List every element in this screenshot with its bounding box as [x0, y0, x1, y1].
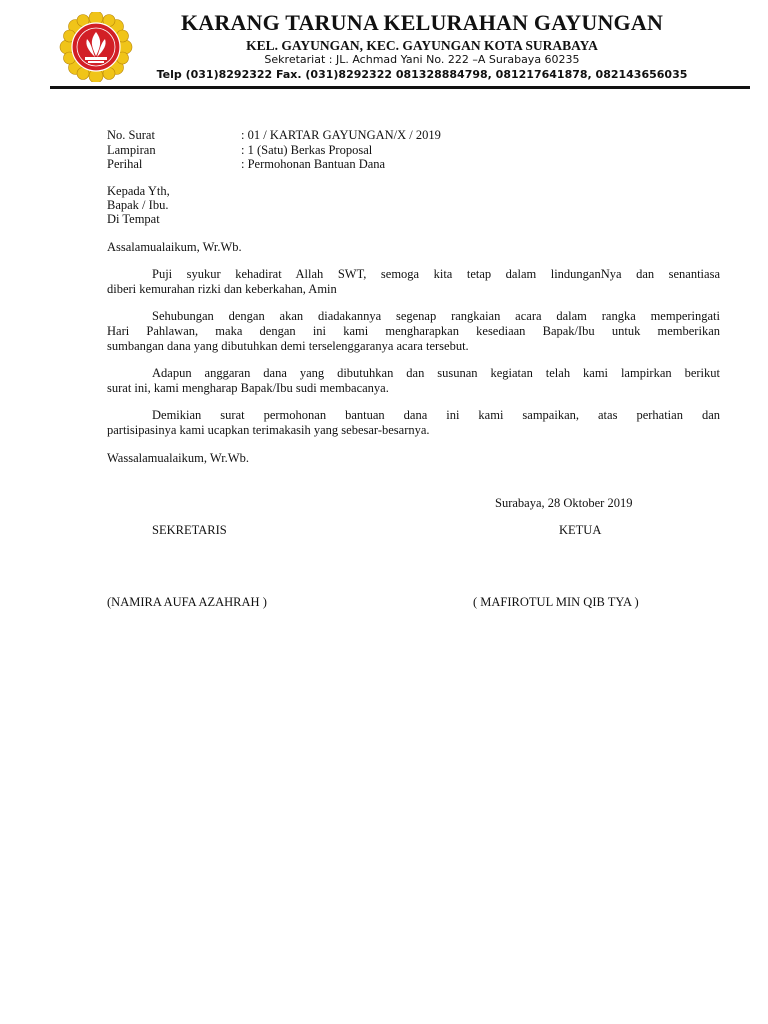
- paragraph-line: Puji syukur kehadirat Allah SWT, semoga kita tetap dalam lindunganNya dan senantiasa: [152, 267, 720, 281]
- karang-taruna-emblem-icon: [50, 12, 142, 82]
- recipient-line: Kepada Yth,: [107, 184, 170, 198]
- organization-phone: Telp (031)8292322 Fax. (031)8292322 081328884798, 081217641878, 082143656035: [156, 68, 688, 81]
- paragraph-line: partisipasinya kami ucapkan terimakasih yang sebesar-besarnya.: [107, 423, 430, 437]
- closing-greeting: Wassalamualaikum, Wr.Wb.: [107, 451, 249, 465]
- recipient-line: Bapak / Ibu.: [107, 198, 169, 212]
- body-paragraph: [107, 267, 720, 297]
- signature-name-secretary: (NAMIRA AUFA AZAHRAH ): [107, 595, 267, 609]
- letterhead-divider: [50, 86, 750, 89]
- paragraph-line: Hari Pahlawan, maka dengan ini kami mengharapkan kesediaan Bapak/Ibu untuk memberikan: [107, 324, 720, 338]
- paragraph-line: surat ini, kami mengharap Bapak/Ibu sudi membacanya.: [107, 381, 389, 395]
- meta-label-lampiran: Lampiran: [107, 143, 156, 157]
- body-paragraph: [107, 408, 720, 438]
- paragraph-line: Sehubungan dengan akan diadakannya segenap rangkaian acara dalam rangka memperingati: [152, 309, 720, 323]
- greeting: Assalamualaikum, Wr.Wb.: [107, 240, 242, 254]
- paragraph-line: sumbangan dana yang dibutuhkan demi terselenggaranya acara tersebut.: [107, 339, 469, 353]
- signature-title-secretary: SEKRETARIS: [152, 523, 227, 537]
- paragraph-line: Demikian surat permohonan bantuan dana ini kami sampaikan, atas perhatian dan: [152, 408, 720, 422]
- meta-label-perihal: Perihal: [107, 157, 143, 171]
- body-paragraph: [107, 366, 720, 396]
- signature-name-chairman: ( MAFIROTUL MIN QIB TYA ): [473, 595, 639, 609]
- signature-title-chairman: KETUA: [559, 523, 602, 537]
- meta-value-perihal: : Permohonan Bantuan Dana: [241, 157, 386, 171]
- meta-value-lampiran: : 1 (Satu) Berkas Proposal: [241, 143, 373, 157]
- organization-subtitle: KEL. GAYUNGAN, KEC. GAYUNGAN KOTA SURABAYA: [246, 38, 598, 53]
- meta-label-nomor: No. Surat: [107, 128, 155, 142]
- place-date: Surabaya, 28 Oktober 2019: [495, 496, 633, 510]
- paragraph-line: diberi kemurahan rizki dan keberkahan, Amin: [107, 282, 337, 296]
- organization-address: Sekretariat : JL. Achmad Yani No. 222 –A Surabaya 60235: [264, 53, 580, 66]
- recipient-line: Di Tempat: [107, 212, 160, 226]
- body-paragraph: [107, 309, 720, 354]
- organization-name: KARANG TARUNA KELURAHAN GAYUNGAN: [180, 10, 664, 35]
- paragraph-line: Adapun anggaran dana yang dibutuhkan dan susunan kegiatan telah kami lampirkan berikut: [152, 366, 720, 380]
- meta-value-nomor: : 01 / KARTAR GAYUNGAN/X / 2019: [241, 128, 441, 142]
